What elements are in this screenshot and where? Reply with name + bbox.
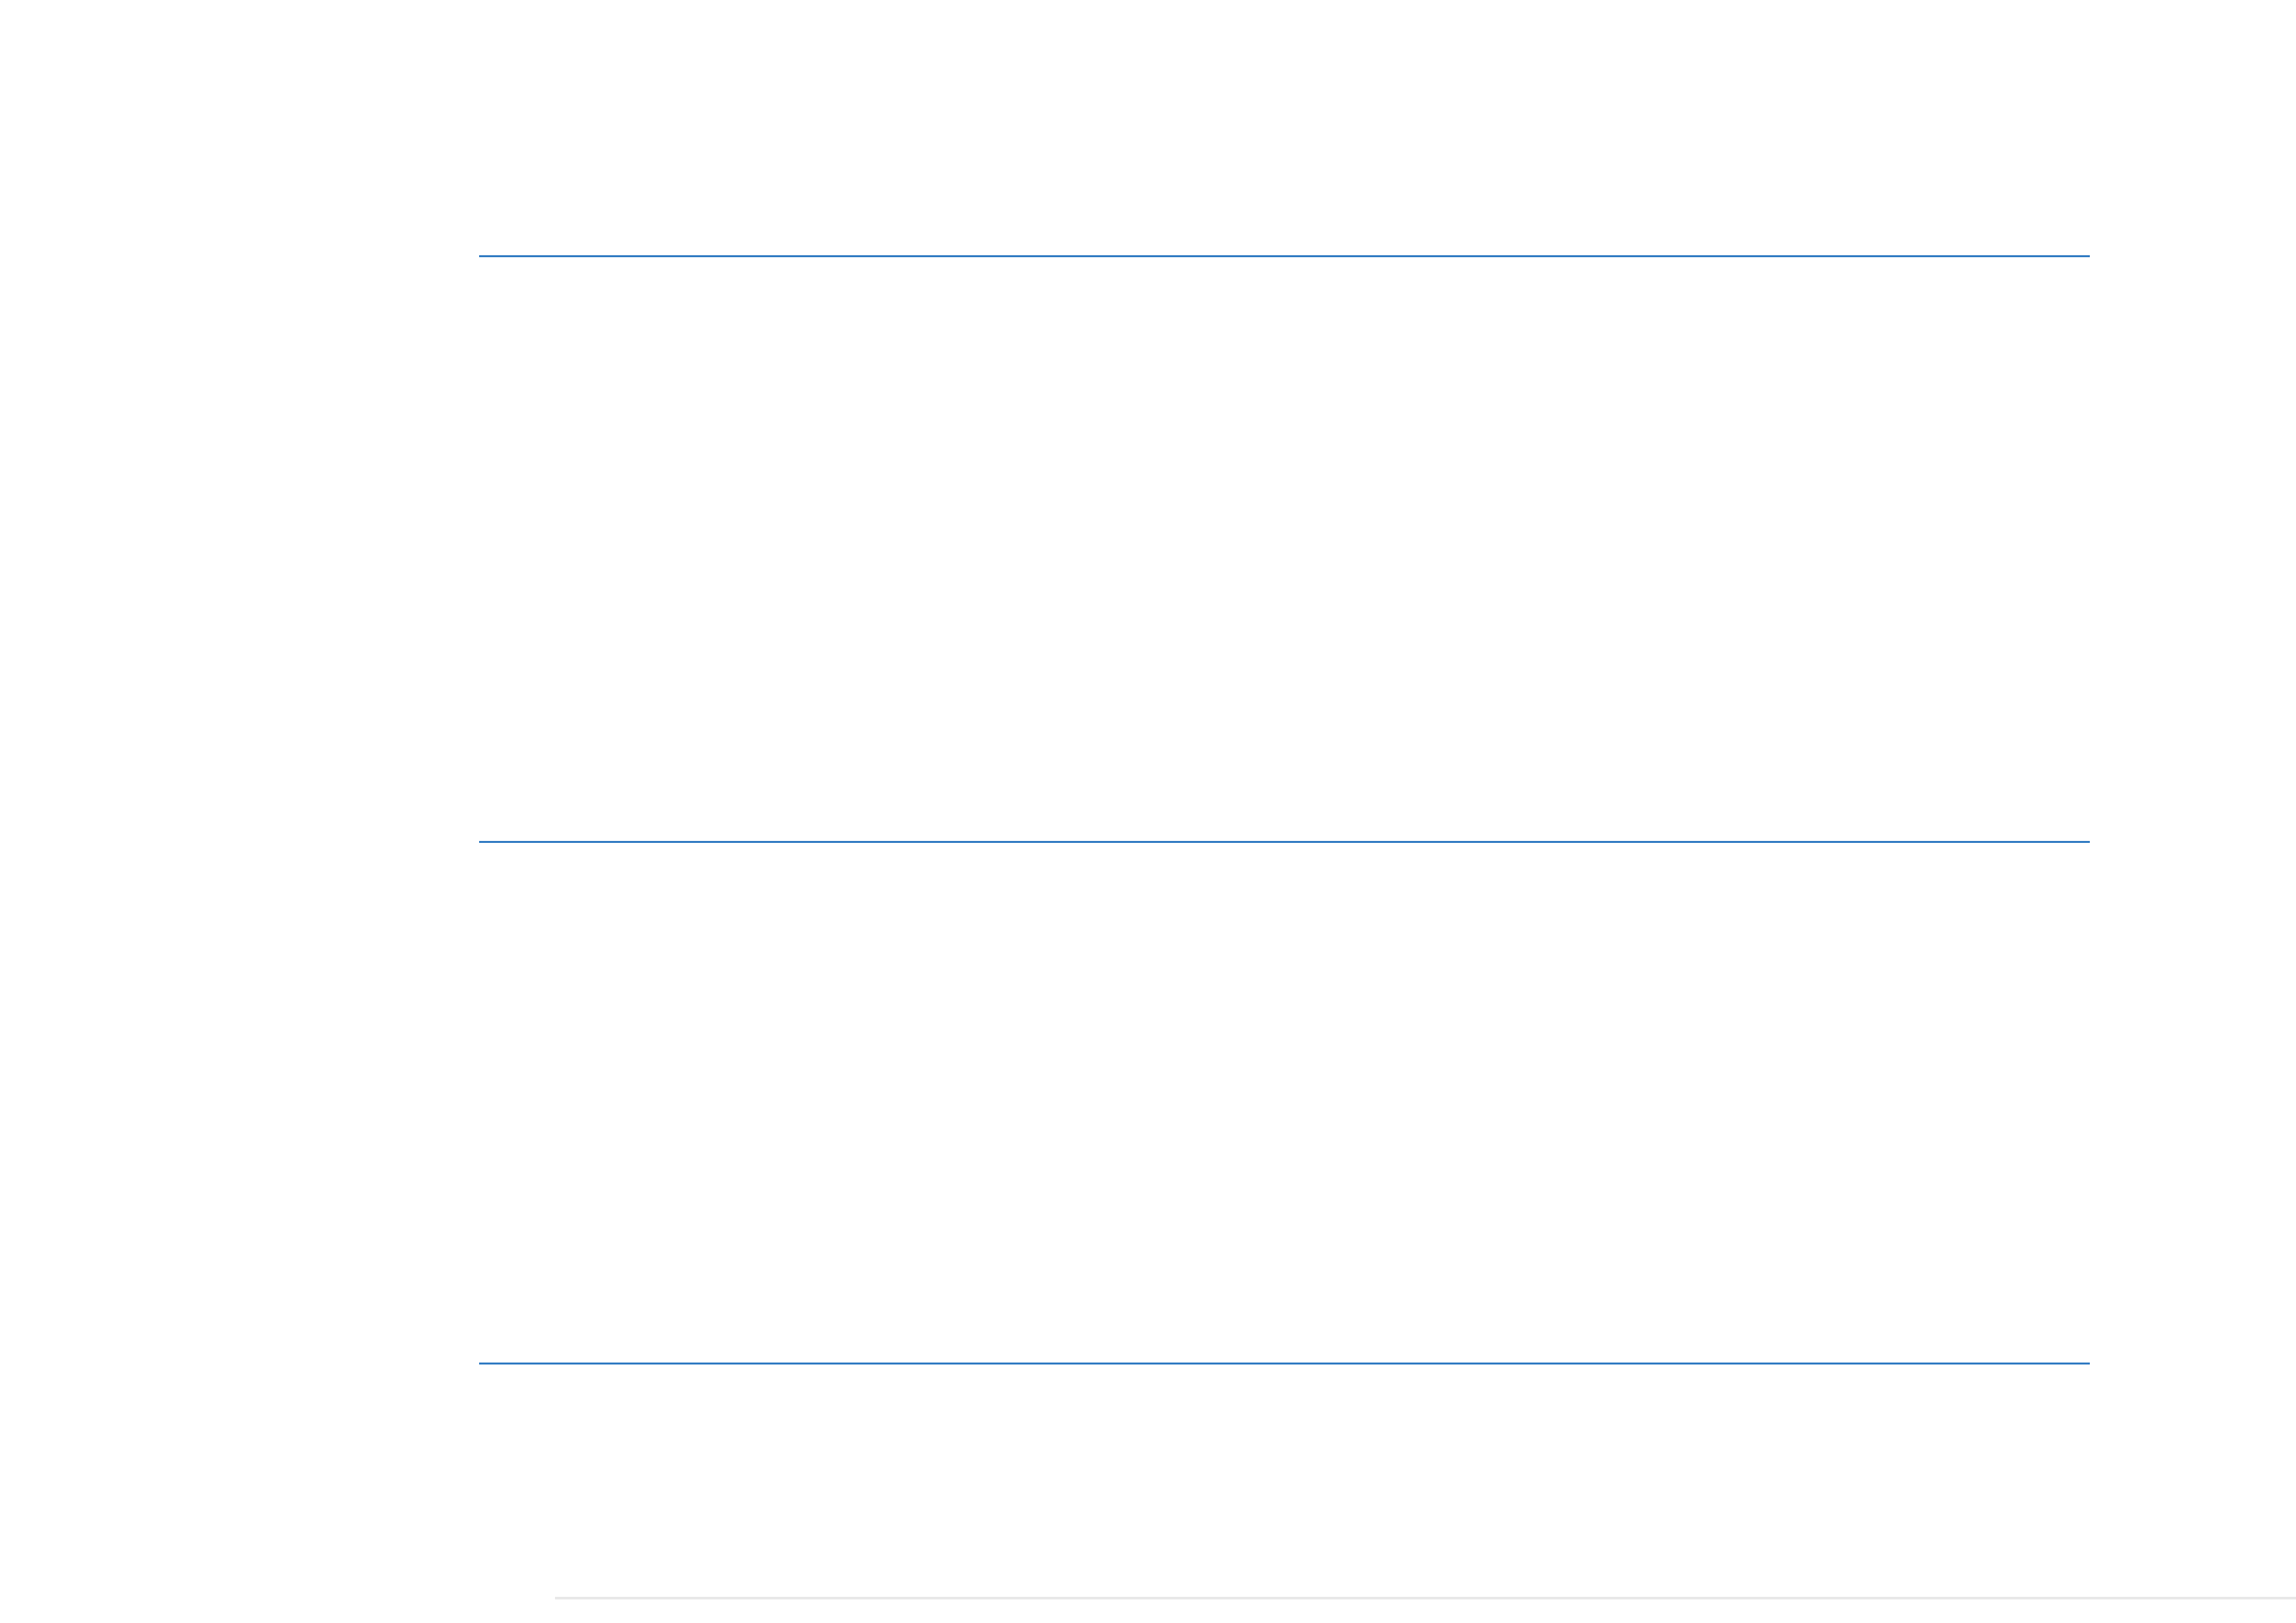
scan-artifact-streak bbox=[555, 1597, 2296, 1599]
email-signature bbox=[139, 209, 401, 798]
table-column-divider bbox=[479, 841, 2090, 843]
qa-table bbox=[479, 255, 2090, 1364]
